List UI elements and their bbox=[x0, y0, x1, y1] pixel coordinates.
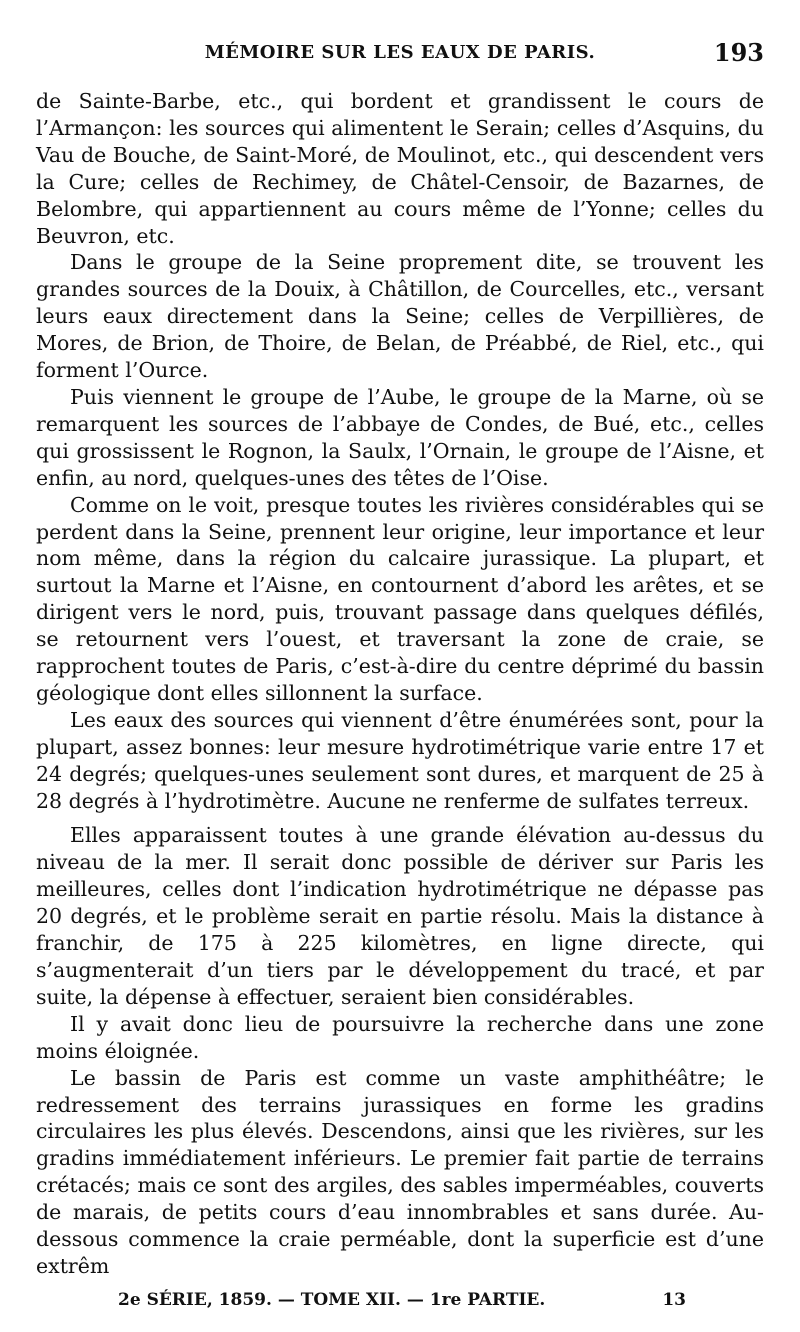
running-header bbox=[36, 38, 764, 68]
sheet-number: 13 bbox=[662, 1290, 686, 1310]
paragraph-rivers-origin: Comme on le voit, presque toutes les rivières considérables qui se perdent dans la Seine, prennent leur origine, leur importance et leur nom même, dans la région du calcaire jurassique. La plupart, et surtout la Marne et l’Aisne, en contournent d’abord les arêtes, et se dirigent vers le nord, puis, trouvant passage dans quelques défilés, se retournent vers l’ouest, et traversant la zone de craie, se rapprochent toutes de Paris, c’est-à-dire du centre déprimé du bassin géologique dont elles sillonnent la surface. bbox=[36, 492, 764, 705]
paragraph-elevation-distance: Elles apparaissent toutes à une grande élévation au-dessus du niveau de la mer. Il serait donc possible de dériver sur Paris les meilleures, celles dont l’indication hydrotimétrique ne dépasse pas 20 degrés, et le problème serait en partie résolu. Mais la distance à franchir, de 175 à 225 kilomètres, en ligne directe, qui s’augmenterait d’un tiers par le développement du tracé, et par suite, la dépense à effectuer, seraient bien considérables. bbox=[36, 823, 764, 1009]
page-footer bbox=[118, 1290, 686, 1314]
paragraph-closer-zone: Il y avait donc lieu de poursuivre la recherche dans une zone moins éloignée. bbox=[36, 1011, 764, 1063]
paragraph-aube-marne-groups: Puis viennent le groupe de l’Aube, le groupe de la Marne, où se remarquent les sources de l’abbaye de Condes, de Bué, etc., celles qui grossissent le Rognon, la Saulx, l’Ornain, le groupe de l’Aisne, et enfin, au nord, quelques-unes des têtes de l’Oise. bbox=[36, 384, 764, 490]
paragraph-seine-group: Dans le groupe de la Seine proprement dite, se trouvent les grandes sources de la Douix, à Châtillon, de Courcelles, etc., versant leurs eaux directement dans la Seine; celles de Verpillières, de Mores, de Brion, de Thoire, de Belan, de Préabbé, de Riel, etc., qui forment l’Ource. bbox=[36, 250, 764, 383]
paragraph-water-quality: Les eaux des sources qui viennent d’être énumérées sont, pour la plupart, assez bonnes: leur mesure hydrotimétrique varie entre 17 et 24 degrés; quelques-unes seulement sont dures, et marquent de 25 à 28 degrés à l’hydrotimètre. Aucune ne renferme de sulfates terreux. bbox=[36, 707, 764, 813]
page-number: 193 bbox=[713, 38, 764, 67]
footer-signature: 2e SÉRIE, 1859. — TOME XII. — 1re PARTIE. bbox=[118, 1290, 546, 1310]
paragraph-continued: de Sainte-Barbe, etc., qui bordent et grandissent le cours de l’Armançon: les sources qui alimentent le Serain; celles d’Asquins, du Vau de Bouche, de Saint-Moré, de Moulinot, etc., qui descendent vers la Cure; celles de Rechimey, de Châtel-Censoir, de Bazarnes, de Belombre, qui appartiennent au cours même de l’Yonne; celles du Beuvron, etc. bbox=[36, 89, 764, 248]
body-text bbox=[36, 88, 764, 1280]
paragraph-paris-basin: Le bassin de Paris est comme un vaste amphithéâtre; le redressement des terrains jurassiques en forme les gradins circulaires les plus élevés. Descendons, ainsi que les rivières, sur les gradins immédiatement inférieurs. Le premier fait partie de terrains crétacés; mais ce sont des argiles, des sables imperméables, couverts de marais, de petits cours d’eau innombrables et sans durée. Au-dessous commence la craie perméable, dont la superficie est d’une extrêm bbox=[36, 1065, 764, 1278]
running-title: MÉMOIRE SUR LES EAUX DE PARIS. bbox=[204, 42, 596, 63]
